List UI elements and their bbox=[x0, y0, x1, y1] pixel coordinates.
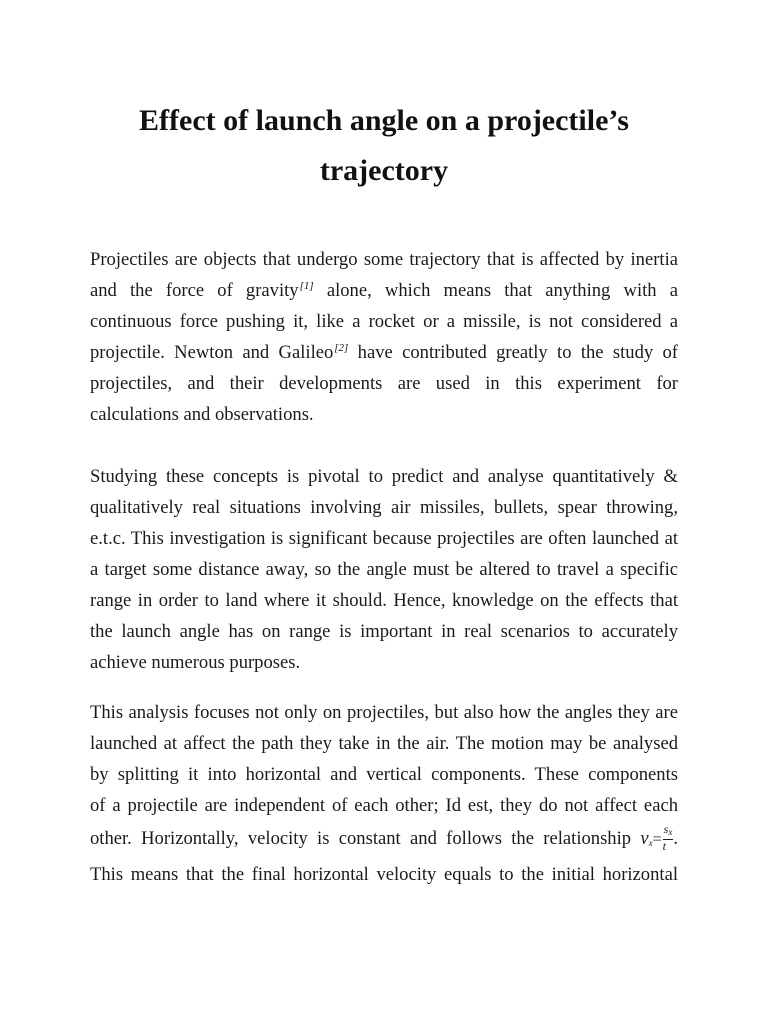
text-segment: other. Horizontally, velocity is constant and follows the relationship bbox=[90, 828, 641, 849]
text-line-with-formula bbox=[90, 821, 678, 861]
formula-fraction bbox=[663, 823, 674, 853]
text-line: achieve numerous purposes. bbox=[90, 652, 301, 673]
text-line: continuous force pushing it, like a rocket or a missile, is not considered a bbox=[90, 311, 678, 332]
text-line: This means that the final horizontal velocity equals to the initial horizontal bbox=[90, 864, 678, 885]
paragraph-analysis bbox=[90, 697, 678, 890]
text-line bbox=[90, 337, 678, 368]
text-line: the launch angle has on range is important in real scenarios to accurately bbox=[90, 621, 678, 642]
formula-numerator-var: s bbox=[663, 821, 669, 836]
text-line: range in order to land where it should. Hence, knowledge on the effects that bbox=[90, 590, 678, 611]
citation-ref-2[interactable]: [2] bbox=[334, 342, 349, 354]
text-line: by splitting it into horizontal and vertical components. These components bbox=[90, 764, 678, 785]
text-segment: alone, which means that anything with a bbox=[313, 280, 679, 301]
text-segment: and the force of gravity bbox=[90, 280, 299, 301]
text-line: e.t.c. This investigation is significant because projectiles are often launched at bbox=[90, 528, 678, 549]
text-line: of a projectile are independent of each other; Id est, they do not affect each bbox=[90, 795, 678, 816]
text-line: calculations and observations. bbox=[90, 404, 314, 425]
formula-velocity-var: v bbox=[640, 828, 649, 849]
formula-denominator: t bbox=[662, 838, 667, 853]
document-title: Effect of launch angle on a projectile’s trajectory bbox=[139, 104, 629, 187]
text-line: This analysis focuses not only on projectiles, but also how the angles they are bbox=[90, 702, 678, 723]
formula-numerator-sub: x bbox=[668, 826, 673, 837]
text-line: Projectiles are objects that undergo some trajectory that is affected by inertia bbox=[90, 249, 678, 270]
text-line bbox=[90, 275, 678, 306]
paragraph-intro bbox=[90, 244, 678, 430]
formula-numerator bbox=[663, 823, 674, 840]
formula-equals: = bbox=[652, 831, 662, 848]
text-segment: have contributed greatly to the study of bbox=[348, 342, 678, 363]
text-line: projectiles, and their developments are used in this experiment for bbox=[90, 373, 678, 394]
formula-period: . bbox=[673, 828, 678, 849]
citation-ref-1[interactable]: [1] bbox=[299, 280, 314, 292]
formula-velocity-sub: x bbox=[648, 838, 653, 848]
text-line: a target some distance away, so the angle must be altered to travel a specific bbox=[90, 559, 678, 580]
text-line: qualitatively real situations involving air missiles, bullets, spear throwing, bbox=[90, 497, 678, 518]
paragraph-significance bbox=[90, 461, 678, 678]
text-segment: projectile. Newton and Galileo bbox=[90, 342, 334, 363]
text-line: Studying these concepts is pivotal to predict and analyse quantitatively & bbox=[90, 466, 678, 487]
velocity-formula bbox=[640, 821, 678, 853]
text-line: launched at affect the path they take in the air. The motion may be analysed bbox=[90, 733, 678, 754]
